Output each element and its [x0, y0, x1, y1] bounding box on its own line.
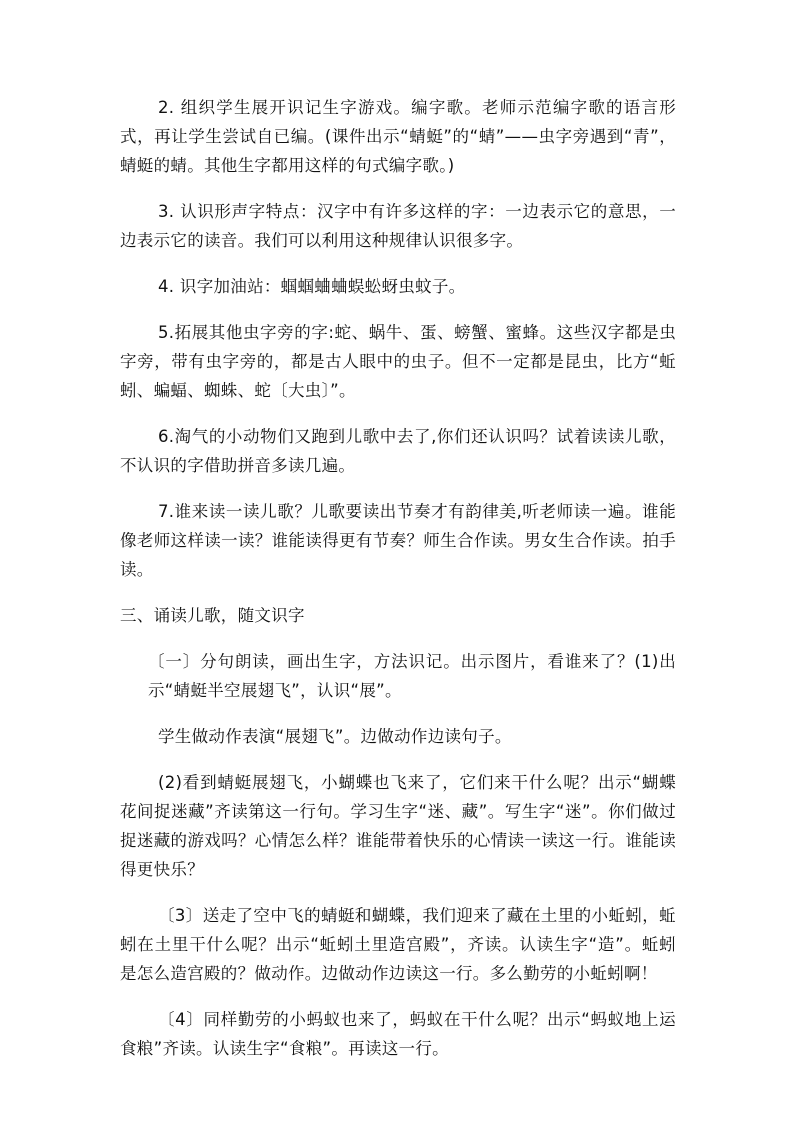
paragraph-6: 6.淘气的小动物们又跑到儿歌中去了,你们还认识吗？试着读读儿歌，不认识的字借助拼音多读几遍。: [120, 427, 676, 475]
paragraph-3: 3. 认识形声字特点：汉字中有许多这样的字：一边表示它的意思，一边表示它的读音。我们可以利用这种规律认识很多字。: [120, 202, 676, 250]
sub-paragraph-4: 〔4〕同样勤劳的小蚂蚁也来了，蚂蚁在干什么呢？出示“蚂蚁地上运食粮”齐读。认读生字“食粮”。再读这一行。: [120, 1010, 676, 1058]
sub-paragraph-1: 〔一〕分句朗读，画出生字，方法识记。出示图片，看谁来了？(1)出示“蜻蜓半空展翅飞”，认识“展”。: [148, 652, 676, 700]
paragraph-4: 4. 识字加油站：蝈蝈蛐蛐蜈蚣蚜虫蚊子。: [158, 277, 466, 296]
paragraph-2: 2. 组织学生展开识记生字游戏。编字歌。老师示范编字歌的语言形式，再让学生尝试自已编。(课件出示“蜻蜓”的“蜻”——虫字旁遇到“青”，蜻蜓的蜻。其他生字都用这样的句式编字歌。): [120, 98, 676, 175]
section-heading: 三、诵读儿歌，随文识字: [120, 606, 305, 625]
sub-paragraph-3: 〔3〕送走了空中飞的蜻蜓和蝴蝶，我们迎来了藏在土里的小蚯蚓，蚯蚓在土里干什么呢？出示“蚯蚓土里造宫殿”，齐读。认读生字“造”。蚯蚓是怎么造宫殿的？做动作。边做动作边读这一行。多么勤劳的小蚯蚓啊！: [120, 906, 676, 983]
paragraph-5: 5.拓展其他虫字旁的字:蛇、蜗牛、蛋、螃蟹、蜜蜂。这些汉字都是虫字旁，带有虫字旁的，都是古人眼中的虫子。但不一定都是昆虫，比方“蚯蚓、蝙蝠、蜘蛛、蛇〔大虫〕”。: [120, 323, 676, 400]
paragraph-7: 7.谁来读一读儿歌？儿歌要读出节奏才有韵律美,听老师读一遍。谁能像老师这样读一读？谁能读得更有节奏？师生合作读。男女生合作读。拍手读。: [120, 502, 676, 579]
document-body: [120, 93, 676, 1080]
sub-paragraph-2: (2)看到蜻蜓展翅飞，小蝴蝶也飞来了，它们来干什么呢？出示“蝴蝶花间捉迷藏”齐读第这一行句。学习生字“迷、藏”。写生字“迷”。你们做过捉迷藏的游戏吗？心情怎么样？谁能带着快乐的心情读一读这一行。谁能读得更快乐？: [120, 773, 676, 879]
sub-paragraph-action: 学生做动作表演“展翅飞”。边做动作边读句子。: [158, 727, 512, 746]
